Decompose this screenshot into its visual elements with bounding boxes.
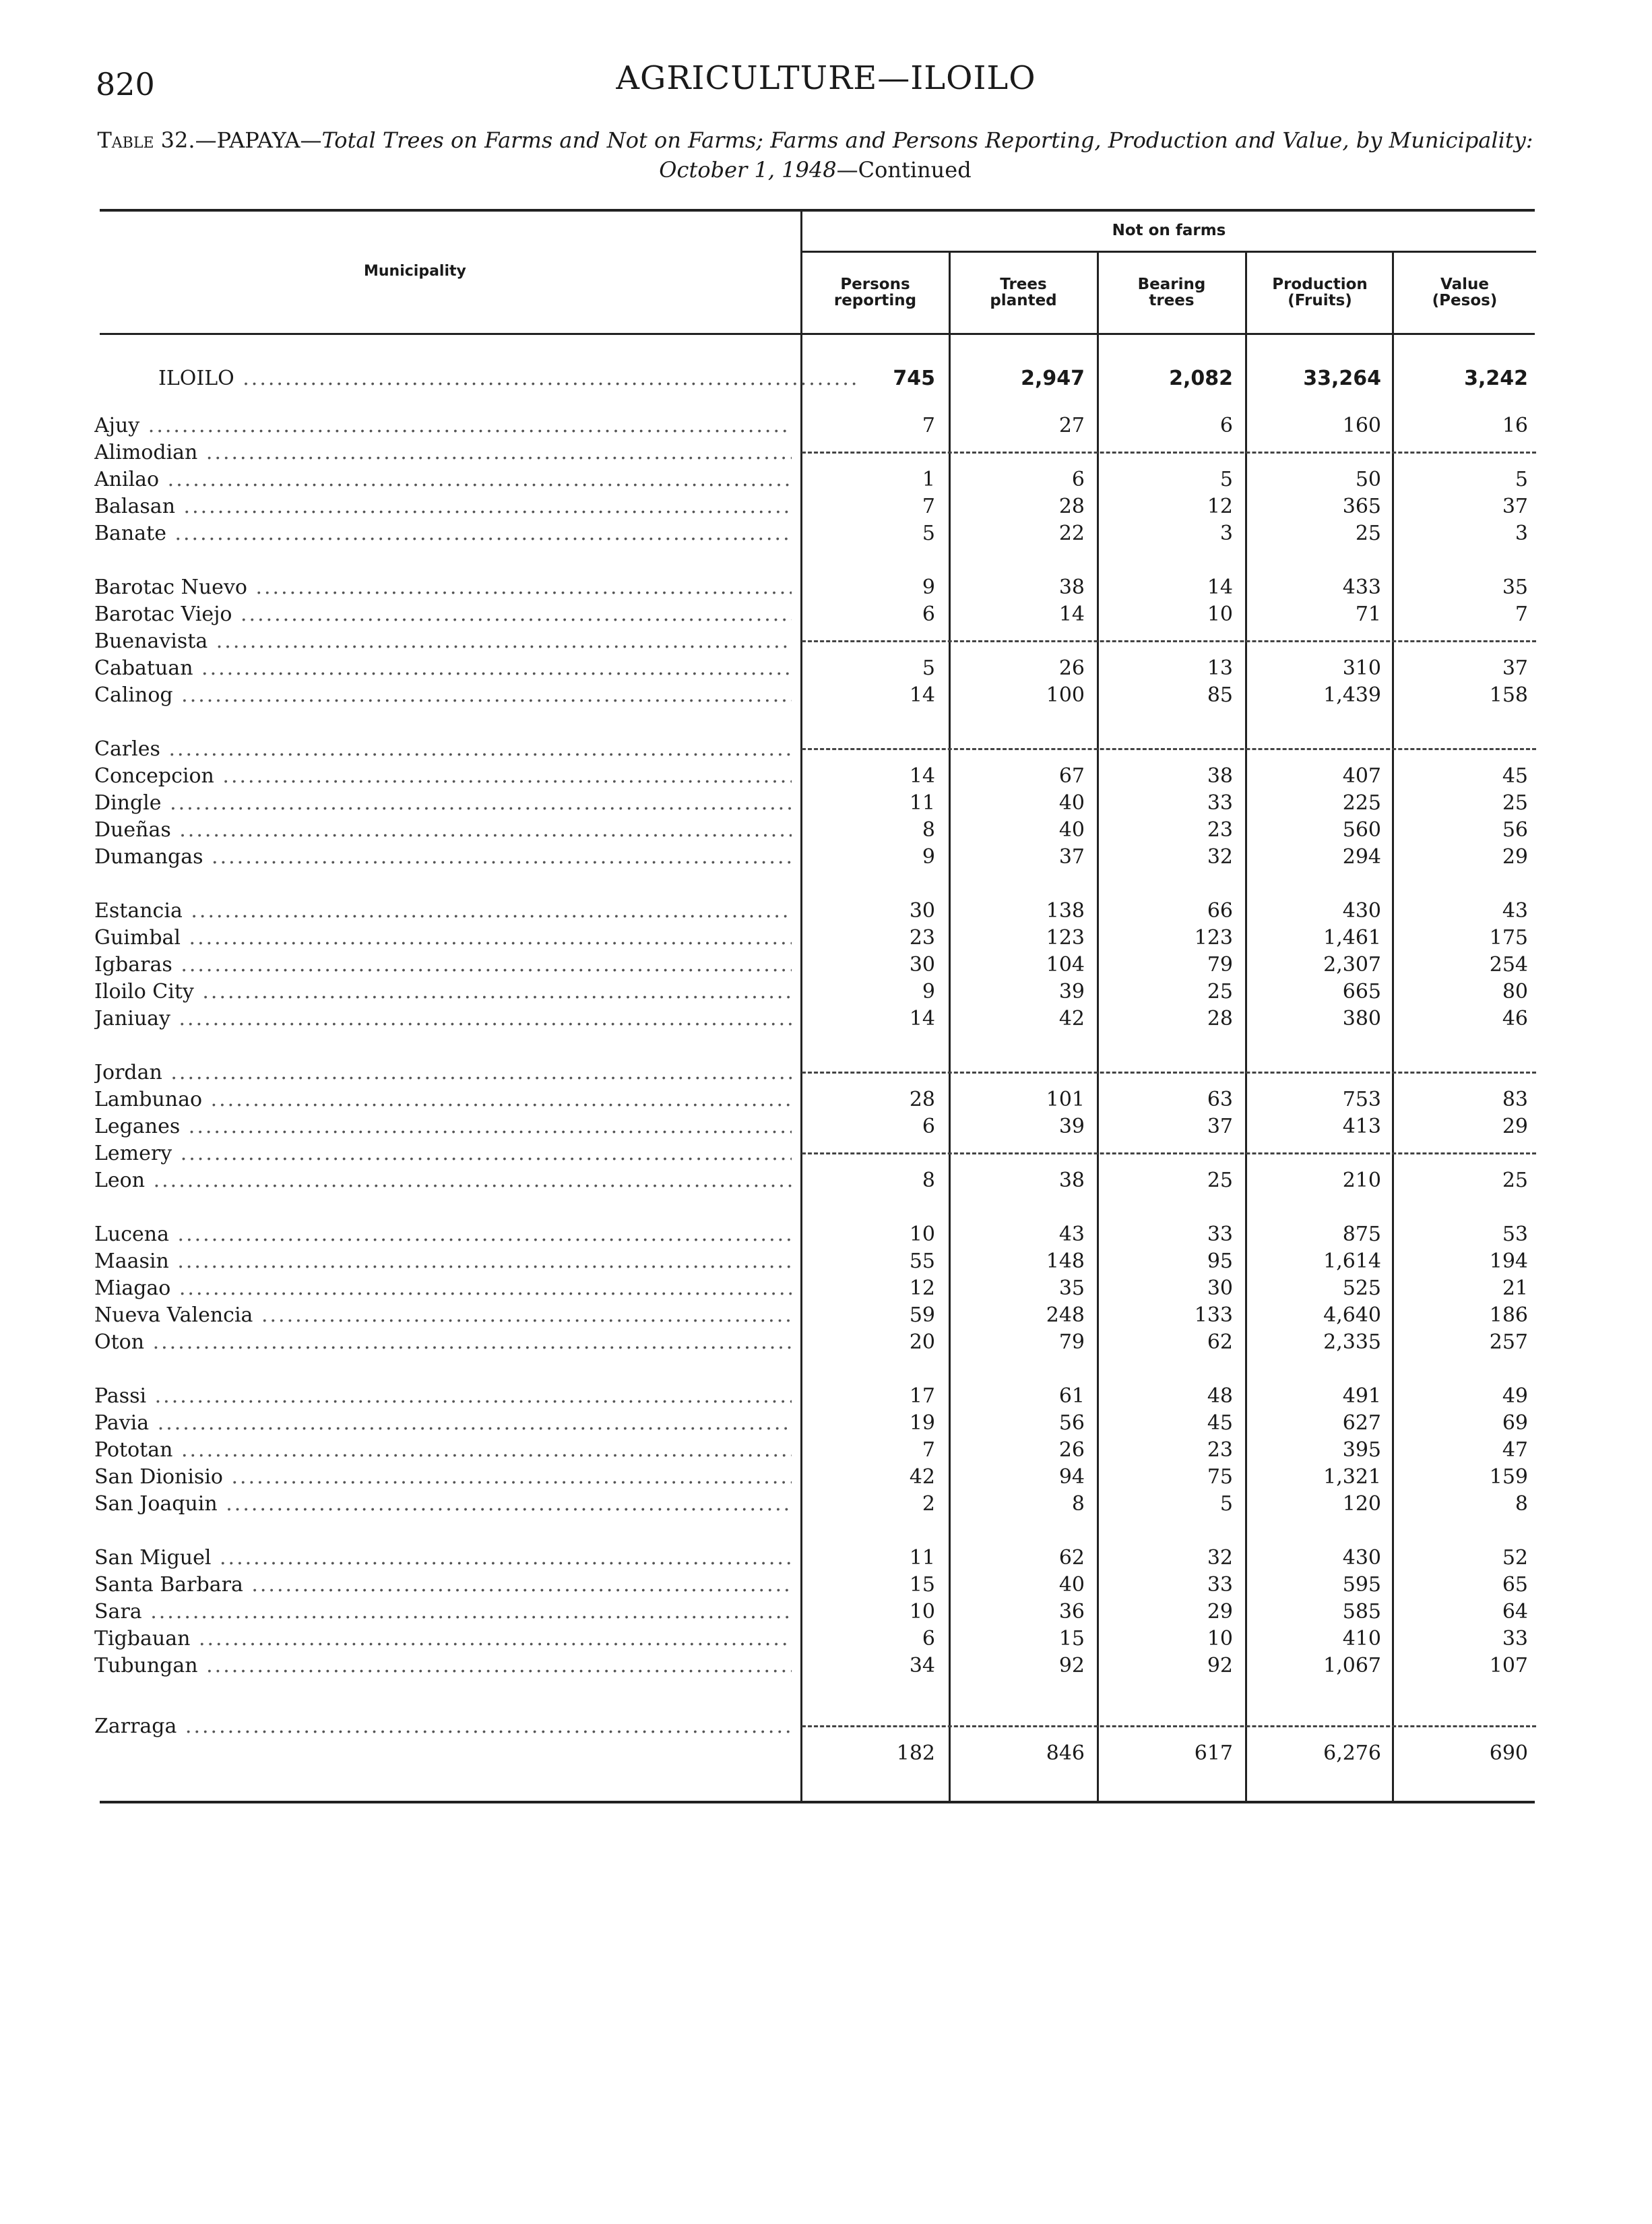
- table-row: [0, 1139, 1652, 1166]
- municipality-name: Oton .....: [94, 1330, 792, 1354]
- caption-suffix: —Continued: [836, 157, 972, 183]
- table-cell: 410: [1342, 1627, 1381, 1650]
- table-cell: 38: [1207, 764, 1233, 788]
- column-header-line: (Pesos): [1432, 292, 1498, 309]
- column-header-line: (Fruits): [1288, 292, 1352, 309]
- table-cell: 40: [1058, 791, 1085, 815]
- table-cell: 94: [1058, 1465, 1085, 1489]
- dash-rule: [802, 1725, 1536, 1727]
- table-cell: 37: [1207, 1115, 1233, 1138]
- table-cell: 3,242: [1464, 367, 1528, 390]
- table-row: [0, 1004, 1652, 1031]
- table-row: [0, 1058, 1652, 1085]
- table-cell: 8: [922, 1169, 935, 1192]
- table-cell: 22: [1058, 522, 1085, 545]
- table-cell: 61: [1058, 1384, 1085, 1408]
- table-cell: 294: [1342, 845, 1381, 869]
- table-cell: 42: [909, 1465, 935, 1489]
- table-cell: 254: [1489, 953, 1528, 977]
- table-cell: 33: [1207, 791, 1233, 815]
- table-cell: 9: [922, 980, 935, 1003]
- dash-rule: [802, 748, 1536, 750]
- table-row: [0, 492, 1652, 519]
- table-cell: 33: [1207, 1223, 1233, 1246]
- table-cell: 1: [922, 468, 935, 491]
- table-cell: 8: [922, 818, 935, 842]
- table-cell: 67: [1058, 764, 1085, 788]
- municipality-name: Barotac Viejo .....: [94, 603, 792, 626]
- table-cell: 15: [909, 1573, 935, 1597]
- caption-subject: —PAPAYA—: [195, 127, 322, 153]
- table-cell: 21: [1502, 1276, 1528, 1300]
- table-cell: 138: [1046, 899, 1085, 923]
- table-cell: 13: [1207, 656, 1233, 680]
- table-cell: 407: [1342, 764, 1381, 788]
- table-cell: 25: [1502, 1169, 1528, 1192]
- table-cell: 560: [1342, 818, 1381, 842]
- municipality-name: Miagao .....: [94, 1276, 792, 1300]
- table-cell: 6: [922, 603, 935, 626]
- table-cell: 33,264: [1303, 367, 1381, 390]
- table-cell: 430: [1342, 899, 1381, 923]
- table-cell: 37: [1058, 845, 1085, 869]
- table-cell: 365: [1342, 495, 1381, 518]
- table-cell: 7: [922, 414, 935, 437]
- table-cell: 66: [1207, 899, 1233, 923]
- caption-description: Total Trees on Farms and Not on Farms; Farms and Persons Reporting, Production and Value, by Municipality: October 1, 1948: [321, 127, 1533, 183]
- municipality-name: Jordan .....: [94, 1061, 792, 1084]
- table-row: [0, 364, 1652, 391]
- table-cell: 14: [909, 683, 935, 707]
- table-row: [0, 438, 1652, 465]
- table-cell: 33: [1502, 1627, 1528, 1650]
- table-cell: 1,614: [1323, 1249, 1381, 1273]
- municipality-name: Lambunao .....: [94, 1088, 792, 1111]
- table-cell: 9: [922, 576, 935, 599]
- table-cell: 2,335: [1323, 1330, 1381, 1354]
- municipality-name: Dueñas .....: [94, 818, 792, 842]
- table-row: [0, 1624, 1652, 1651]
- table-cell: 846: [1046, 1741, 1085, 1765]
- table-cell: 1,067: [1323, 1654, 1381, 1677]
- table-cell: 27: [1058, 414, 1085, 437]
- dash-rule: [802, 1072, 1536, 1074]
- table-cell: 39: [1058, 980, 1085, 1003]
- table-row: [0, 815, 1652, 842]
- municipality-name: Leganes .....: [94, 1115, 792, 1138]
- municipality-name: Santa Barbara .....: [94, 1573, 792, 1597]
- table-cell: 30: [909, 953, 935, 977]
- table-cell: 26: [1058, 1438, 1085, 1462]
- table-cell: 92: [1207, 1654, 1233, 1677]
- table-cell: 35: [1502, 576, 1528, 599]
- table-cell: 210: [1342, 1169, 1381, 1192]
- municipality-name: Banate .....: [94, 522, 792, 545]
- column-header-line: Value: [1440, 276, 1489, 293]
- municipality-name: San Joaquin .....: [94, 1492, 792, 1516]
- table-cell: 16: [1502, 414, 1528, 437]
- table-cell: 62: [1207, 1330, 1233, 1354]
- table-cell: 12: [909, 1276, 935, 1300]
- table-cell: 395: [1342, 1438, 1381, 1462]
- municipality-name: ILOILO .....: [158, 367, 856, 390]
- table-cell: 159: [1489, 1465, 1528, 1489]
- municipality-name: Concepcion .....: [94, 764, 792, 788]
- running-head: AGRICULTURE—ILOILO: [616, 59, 1036, 97]
- table-cell: 40: [1058, 1573, 1085, 1597]
- table-cell: 5: [922, 656, 935, 680]
- municipality-name: Tubungan .....: [94, 1654, 792, 1677]
- table-cell: 10: [909, 1223, 935, 1246]
- table-cell: 5: [922, 522, 935, 545]
- table-cell: 7: [1515, 603, 1528, 626]
- table-row: [0, 1247, 1652, 1274]
- table-row: [0, 600, 1652, 627]
- table-cell: 95: [1207, 1249, 1233, 1273]
- table-cell: 665: [1342, 980, 1381, 1003]
- municipality-name: Janiuay .....: [94, 1007, 792, 1030]
- table-cell: 194: [1489, 1249, 1528, 1273]
- table-cell: 75: [1207, 1465, 1233, 1489]
- table-cell: 690: [1489, 1741, 1528, 1765]
- table-row: [0, 1597, 1652, 1624]
- table-row: [0, 1274, 1652, 1301]
- table-cell: 7: [922, 495, 935, 518]
- page-number: 820: [96, 66, 155, 102]
- dash-rule: [802, 640, 1536, 642]
- table-cell: 63: [1207, 1088, 1233, 1111]
- dash-rule: [802, 452, 1536, 454]
- table-row: [0, 1462, 1652, 1489]
- table-cell: 104: [1046, 953, 1085, 977]
- table-cell: 10: [1207, 603, 1233, 626]
- table-cell: 310: [1342, 656, 1381, 680]
- table-cell: 175: [1489, 926, 1528, 950]
- table-cell: 23: [1207, 1438, 1233, 1462]
- municipality-name: Ajuy .....: [94, 414, 792, 437]
- table-cell: 14: [1207, 576, 1233, 599]
- table-cell: 2,947: [1021, 367, 1085, 390]
- municipality-name: Buenavista .....: [94, 629, 792, 653]
- municipality-name: Lucena .....: [94, 1223, 792, 1246]
- municipality-name: Cabatuan .....: [94, 656, 792, 680]
- table-row: [0, 1543, 1652, 1570]
- municipality-name: Alimodian .....: [94, 441, 792, 464]
- table-cell: 182: [896, 1741, 935, 1765]
- column-header-line: Persons: [840, 276, 910, 293]
- table-cell: 160: [1342, 414, 1381, 437]
- table-cell: 25: [1207, 1169, 1233, 1192]
- table-cell: 29: [1502, 1115, 1528, 1138]
- table-cell: 69: [1502, 1411, 1528, 1435]
- table-cell: 48: [1207, 1384, 1233, 1408]
- table-row: [0, 1712, 1652, 1765]
- table-row: [0, 789, 1652, 815]
- municipality-name: Dingle .....: [94, 791, 792, 815]
- table-cell: 9: [922, 845, 935, 869]
- table-cell: 14: [1058, 603, 1085, 626]
- table-cell: 53: [1502, 1223, 1528, 1246]
- table-cell: 28: [1207, 1007, 1233, 1030]
- table-row: [0, 1166, 1652, 1193]
- table-cell: 2,307: [1323, 953, 1381, 977]
- table-cell: 257: [1489, 1330, 1528, 1354]
- table-cell: 25: [1502, 791, 1528, 815]
- table-cell: 38: [1058, 576, 1085, 599]
- table-cell: 1,461: [1323, 926, 1381, 950]
- municipality-name: Maasin .....: [94, 1249, 792, 1273]
- table-cell: 29: [1207, 1600, 1233, 1624]
- table-row: [0, 842, 1652, 869]
- table-row: [0, 627, 1652, 654]
- table-cell: 65: [1502, 1573, 1528, 1597]
- table-row: [0, 681, 1652, 708]
- municipality-name: Igbaras .....: [94, 953, 792, 977]
- table-cell: 4,640: [1323, 1303, 1381, 1327]
- table-cell: 25: [1355, 522, 1381, 545]
- table-cell: 745: [893, 367, 935, 390]
- municipality-name: Zarraga .....: [94, 1715, 792, 1738]
- table-cell: 30: [909, 899, 935, 923]
- table-cell: 56: [1058, 1411, 1085, 1435]
- municipality-name: Estancia .....: [94, 899, 792, 923]
- table-row: [0, 1301, 1652, 1328]
- table-row: [0, 411, 1652, 438]
- table-cell: 45: [1502, 764, 1528, 788]
- table-cell: 46: [1502, 1007, 1528, 1030]
- table-cell: 15: [1058, 1627, 1085, 1650]
- table-cell: 71: [1355, 603, 1381, 626]
- table-cell: 45: [1207, 1411, 1233, 1435]
- table-cell: 36: [1058, 1600, 1085, 1624]
- municipality-name: Passi .....: [94, 1384, 792, 1408]
- table-cell: 92: [1058, 1654, 1085, 1677]
- table-cell: 59: [909, 1303, 935, 1327]
- table-cell: 38: [1058, 1169, 1085, 1192]
- municipality-name: Carles .....: [94, 737, 792, 761]
- table-cell: 47: [1502, 1438, 1528, 1462]
- table-cell: 430: [1342, 1546, 1381, 1570]
- table-cell: 30: [1207, 1276, 1233, 1300]
- table-row: [0, 1570, 1652, 1597]
- table-row: [0, 977, 1652, 1004]
- table-cell: 80: [1502, 980, 1528, 1003]
- municipality-name: Iloilo City .....: [94, 980, 792, 1003]
- table-row: [0, 1409, 1652, 1435]
- table-row: [0, 896, 1652, 923]
- table-cell: 49: [1502, 1384, 1528, 1408]
- table-cell: 100: [1046, 683, 1085, 707]
- table-cell: 225: [1342, 791, 1381, 815]
- table-cell: 37: [1502, 656, 1528, 680]
- table-cell: 42: [1058, 1007, 1085, 1030]
- table-cell: 33: [1207, 1573, 1233, 1597]
- municipality-name: Lemery .....: [94, 1142, 792, 1165]
- column-header-line: Bearing: [1137, 276, 1206, 293]
- table-cell: 19: [909, 1411, 935, 1435]
- municipality-name: Tigbauan .....: [94, 1627, 792, 1650]
- table-cell: 3: [1515, 522, 1528, 545]
- table-cell: 380: [1342, 1007, 1381, 1030]
- table-cell: 1,439: [1323, 683, 1381, 707]
- table-cell: 14: [909, 1007, 935, 1030]
- column-header-line: reporting: [833, 292, 917, 309]
- municipality-name: Guimbal .....: [94, 926, 792, 950]
- table-row: [0, 1489, 1652, 1516]
- table-cell: 23: [1207, 818, 1233, 842]
- table-cell: 133: [1194, 1303, 1233, 1327]
- table-cell: 52: [1502, 1546, 1528, 1570]
- column-header-line: planted: [990, 292, 1057, 309]
- table-cell: 2,082: [1169, 367, 1233, 390]
- table-cell: 5: [1219, 1492, 1233, 1516]
- table-cell: 55: [909, 1249, 935, 1273]
- table-cell: 43: [1502, 899, 1528, 923]
- table-row: [0, 735, 1652, 762]
- table-cell: 186: [1489, 1303, 1528, 1327]
- table-row: [0, 1112, 1652, 1139]
- table-cell: 6: [1219, 414, 1233, 437]
- table-cell: 6: [922, 1627, 935, 1650]
- column-header-line: trees: [1149, 292, 1195, 309]
- table-cell: 595: [1342, 1573, 1381, 1597]
- table-cell: 85: [1207, 683, 1233, 707]
- table-cell: 56: [1502, 818, 1528, 842]
- table-cell: 6: [1071, 468, 1085, 491]
- table-row: [0, 1382, 1652, 1409]
- table-cell: 43: [1058, 1223, 1085, 1246]
- municipality-name: Calinog .....: [94, 683, 792, 707]
- column-header-line: Trees: [1000, 276, 1047, 293]
- table-cell: 2: [922, 1492, 935, 1516]
- municipality-name: Sara .....: [94, 1600, 792, 1624]
- table-cell: 20: [909, 1330, 935, 1354]
- table-cell: 120: [1342, 1492, 1381, 1516]
- table-row: [0, 1220, 1652, 1247]
- municipality-name: Anilao .....: [94, 468, 792, 491]
- table-cell: 5: [1515, 468, 1528, 491]
- table-cell: 28: [1058, 495, 1085, 518]
- group-header: Not on farms: [1112, 222, 1226, 239]
- municipality-name: Pavia .....: [94, 1411, 792, 1435]
- table-cell: 491: [1342, 1384, 1381, 1408]
- table-row: [0, 573, 1652, 600]
- table-cell: 101: [1046, 1088, 1085, 1111]
- municipality-name: Nueva Valencia .....: [94, 1303, 792, 1327]
- table-cell: 413: [1342, 1115, 1381, 1138]
- table-cell: 50: [1355, 468, 1381, 491]
- table-cell: 23: [909, 926, 935, 950]
- municipality-name: Dumangas .....: [94, 845, 792, 869]
- table-cell: 17: [909, 1384, 935, 1408]
- table-cell: 525: [1342, 1276, 1381, 1300]
- table-cell: 148: [1046, 1249, 1085, 1273]
- table-cell: 617: [1194, 1741, 1233, 1765]
- table-cell: 29: [1502, 845, 1528, 869]
- table-cell: 39: [1058, 1115, 1085, 1138]
- table-cell: 123: [1046, 926, 1085, 950]
- table-cell: 32: [1207, 845, 1233, 869]
- table-cell: 32: [1207, 1546, 1233, 1570]
- table-cell: 6,276: [1323, 1741, 1381, 1765]
- table-row: [0, 1328, 1652, 1355]
- table-cell: 433: [1342, 576, 1381, 599]
- table-cell: 12: [1207, 495, 1233, 518]
- table-cell: 158: [1489, 683, 1528, 707]
- caption-label: Table 32.: [97, 127, 195, 153]
- table-row: [0, 1085, 1652, 1112]
- municipality-name: Pototan .....: [94, 1438, 792, 1462]
- municipality-name: Leon .....: [94, 1169, 792, 1192]
- table-cell: 627: [1342, 1411, 1381, 1435]
- municipality-name: San Miguel .....: [94, 1546, 792, 1570]
- table-cell: 62: [1058, 1546, 1085, 1570]
- column-header-line: Production: [1272, 276, 1368, 293]
- table-cell: 248: [1046, 1303, 1085, 1327]
- table-cell: 11: [909, 791, 935, 815]
- table-cell: 107: [1489, 1654, 1528, 1677]
- municipality-header: Municipality: [364, 263, 466, 280]
- table-cell: 14: [909, 764, 935, 788]
- table-cell: 35: [1058, 1276, 1085, 1300]
- table-cell: 585: [1342, 1600, 1381, 1624]
- table-row: [0, 1435, 1652, 1462]
- municipality-name: Barotac Nuevo .....: [94, 576, 792, 599]
- table-cell: 79: [1207, 953, 1233, 977]
- table-cell: 25: [1207, 980, 1233, 1003]
- table-cell: 8: [1515, 1492, 1528, 1516]
- table-cell: 753: [1342, 1088, 1381, 1111]
- table-cell: 64: [1502, 1600, 1528, 1624]
- table-row: [0, 519, 1652, 546]
- table-cell: 123: [1194, 926, 1233, 950]
- table-row: [0, 465, 1652, 492]
- table-cell: 5: [1219, 468, 1233, 491]
- municipality-name: San Dionisio .....: [94, 1465, 792, 1489]
- table-cell: 10: [1207, 1627, 1233, 1650]
- table-row: [0, 654, 1652, 681]
- table-row: [0, 923, 1652, 950]
- table-cell: 875: [1342, 1223, 1381, 1246]
- table-cell: 11: [909, 1546, 935, 1570]
- table-cell: 6: [922, 1115, 935, 1138]
- table-cell: 1,321: [1323, 1465, 1381, 1489]
- table-cell: 40: [1058, 818, 1085, 842]
- table-cell: 37: [1502, 495, 1528, 518]
- table-row: [0, 1651, 1652, 1678]
- table-cell: 3: [1219, 522, 1233, 545]
- table-cell: 26: [1058, 656, 1085, 680]
- municipality-name: Balasan .....: [94, 495, 792, 518]
- table-row: [0, 762, 1652, 789]
- table-cell: 83: [1502, 1088, 1528, 1111]
- table-cell: 28: [909, 1088, 935, 1111]
- table-row: [0, 950, 1652, 977]
- table-cell: 8: [1071, 1492, 1085, 1516]
- table-cell: 7: [922, 1438, 935, 1462]
- table-cell: 79: [1058, 1330, 1085, 1354]
- table-cell: 10: [909, 1600, 935, 1624]
- dash-rule: [802, 1152, 1536, 1154]
- table-cell: 34: [909, 1654, 935, 1677]
